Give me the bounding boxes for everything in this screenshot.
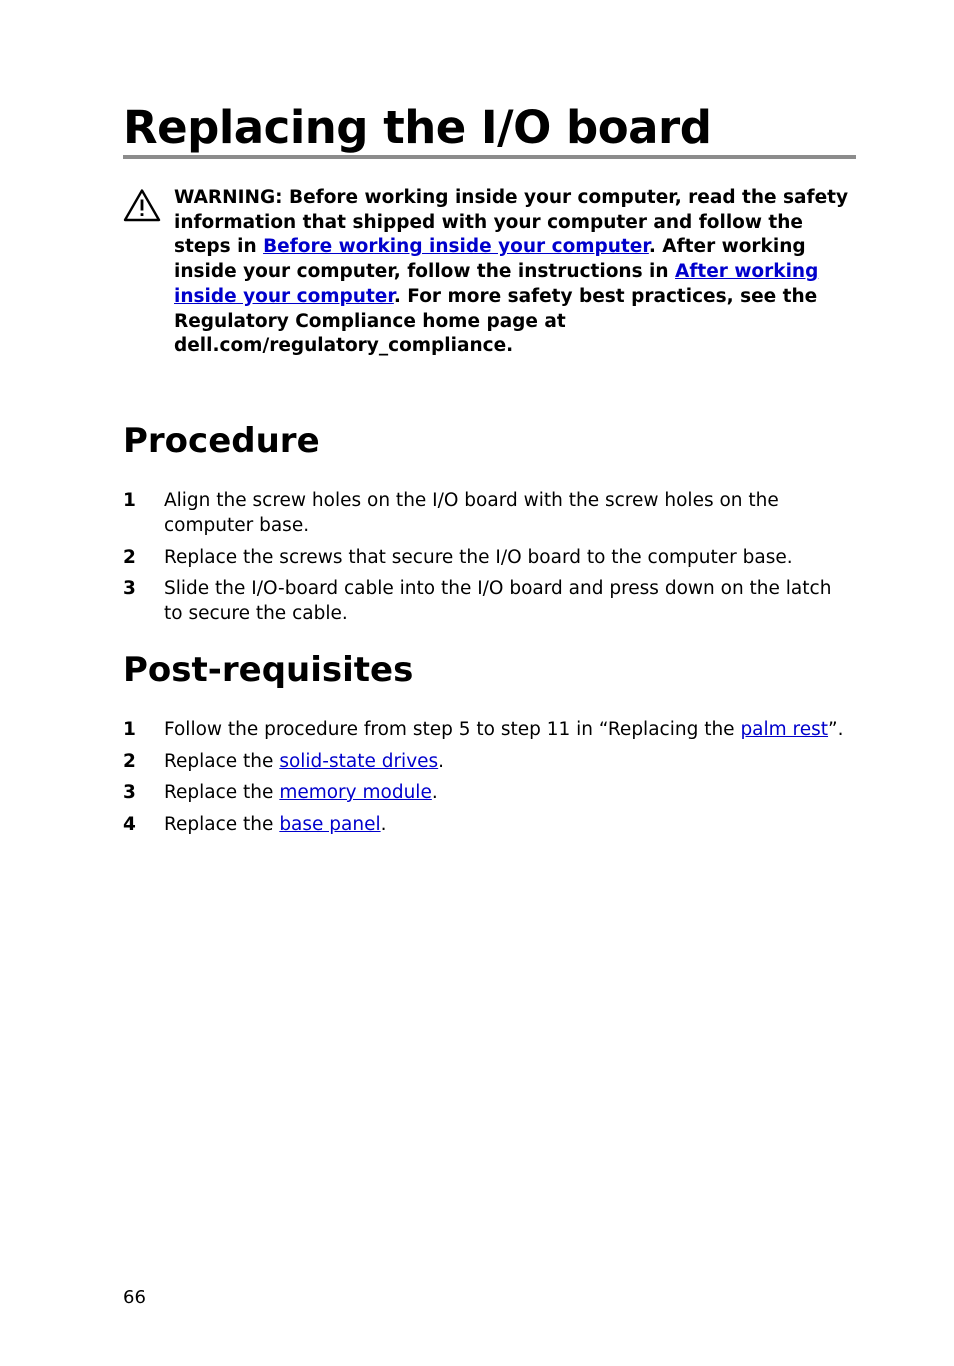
link-before-working[interactable]: Before working inside your computer — [263, 236, 649, 258]
warning-message: WARNING: Before working inside your computer, read the safety information that shipped with your computer and follow the steps in Before working inside your computer. After working inside your computer, follow the instructions in After working inside your computer. For more safety best practices, see the Regulatory Compliance home page at dell.com/regulatory_compliance. — [174, 187, 849, 357]
warning-triangle-icon — [123, 188, 161, 222]
procedure-heading: Procedure — [123, 421, 320, 461]
link-solid-state-drives[interactable]: solid-state drives — [279, 750, 439, 772]
procedure-step-1: 1 Align the screw holes on the I/O board with the screw holes on the computer base. — [123, 490, 779, 536]
title-rule — [123, 155, 856, 159]
link-base-panel[interactable]: base panel — [279, 813, 381, 835]
procedure-steps — [123, 488, 853, 626]
page-title: Replacing the I/O board — [123, 101, 712, 154]
post-step-2: 2 Replace the solid-state drives. — [123, 750, 445, 772]
link-after-working[interactable]: After working inside your computer — [174, 261, 819, 307]
link-palm-rest[interactable]: palm rest — [740, 719, 829, 740]
procedure-step-2: 2 Replace the screws that secure the I/O board to the computer base. — [123, 547, 793, 568]
page-number: 66 — [123, 1287, 146, 1308]
postrequisites-steps — [123, 717, 853, 837]
procedure-step-3: 3 Slide the I/O-board cable into the I/O board and press down on the latch to secure the cable. — [123, 578, 832, 624]
post-step-3: 3 Replace the memory module. — [123, 782, 438, 803]
postrequisites-heading: Post-requisites — [123, 650, 414, 690]
post-step-1: 1 Follow the procedure from step 5 to step 11 in “Replacing the palm rest”. — [123, 719, 844, 740]
link-memory-module[interactable]: memory module — [279, 782, 432, 803]
post-step-4: 4 Replace the base panel. — [123, 813, 387, 835]
